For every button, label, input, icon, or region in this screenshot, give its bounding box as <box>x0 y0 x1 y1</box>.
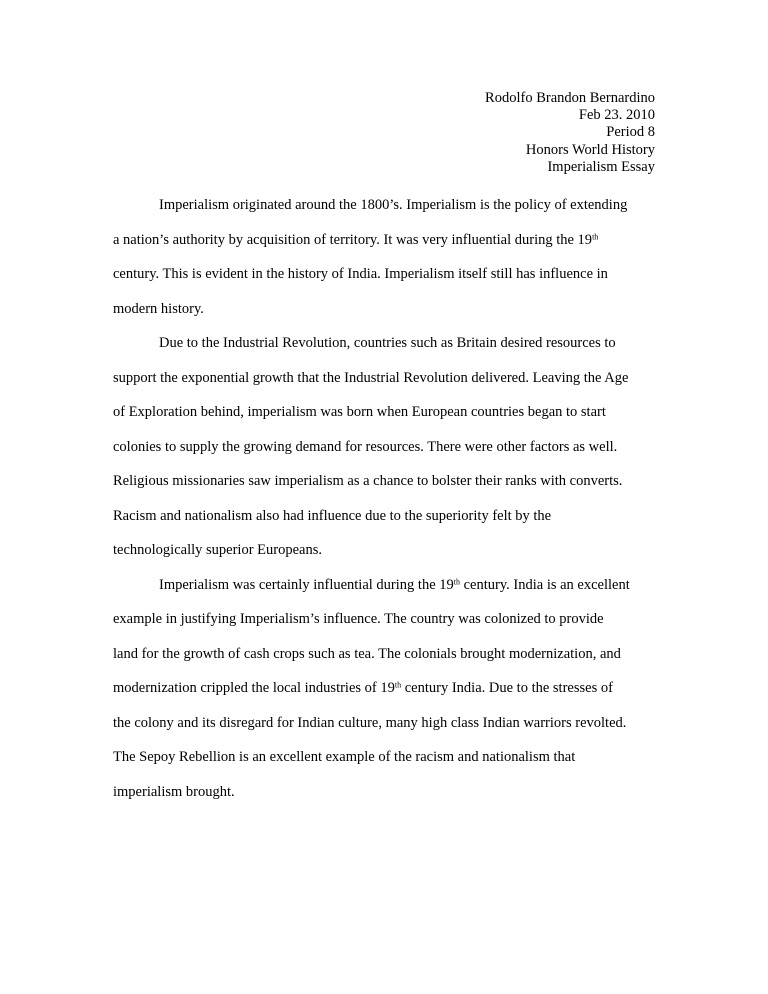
essay-header <box>485 90 655 176</box>
text-line: technologically superior Europeans. <box>113 542 322 558</box>
text-line: modern history. <box>113 300 204 317</box>
text-line: land for the growth of cash crops such as tea. The colonials brought modernization, and <box>113 645 621 662</box>
text-line: a nation’s authority by acquisition of territory. It was very influential during the 19th <box>113 231 599 248</box>
text-line: Racism and nationalism also had influence due to the superiority felt by the <box>113 507 552 524</box>
text-line: Imperialism was certainly influential during the 19th century. India is an excellent <box>159 576 630 593</box>
paragraph <box>113 568 658 810</box>
text-line: The Sepoy Rebellion is an excellent example of the racism and nationalism that <box>113 749 576 765</box>
essay-body <box>113 188 658 809</box>
class-period: Period 8 <box>606 124 655 141</box>
text-line: Religious missionaries saw imperialism as a chance to bolster their ranks with converts. <box>113 473 623 489</box>
text-line: example in justifying Imperialism’s influence. The country was colonized to provide <box>113 611 604 627</box>
text-line: Imperialism originated around the 1800’s. Imperialism is the policy of extending <box>159 197 628 213</box>
course-name: Honors World History <box>525 141 655 158</box>
superscript: th <box>453 577 460 587</box>
essay-title: Imperialism Essay <box>547 158 655 175</box>
superscript: th <box>394 680 402 690</box>
text-line: modernization crippled the local industries of 19th century India. Due to the stresses of <box>113 680 613 696</box>
essay-date: Feb 23. 2010 <box>578 107 655 124</box>
text-line: support the exponential growth that the Industrial Revolution delivered. Leaving the Age <box>113 369 629 386</box>
text-line: the colony and its disregard for Indian culture, many high class Indian warriors revolted. <box>113 714 627 731</box>
text-line: of Exploration behind, imperialism was born when European countries began to start <box>113 404 606 420</box>
text-line: century. This is evident in the history of India. Imperialism itself still has influence in <box>113 266 608 282</box>
superscript: th <box>592 232 599 242</box>
paragraph <box>113 188 658 326</box>
text-line: Due to the Industrial Revolution, countries such as Britain desired resources to <box>159 335 616 351</box>
paragraph <box>113 326 658 568</box>
text-line: colonies to supply the growing demand for resources. There were other factors as well. <box>113 438 618 455</box>
text-line: imperialism brought. <box>113 783 235 800</box>
author-name: Rodolfo Brandon Bernardino <box>485 90 655 106</box>
